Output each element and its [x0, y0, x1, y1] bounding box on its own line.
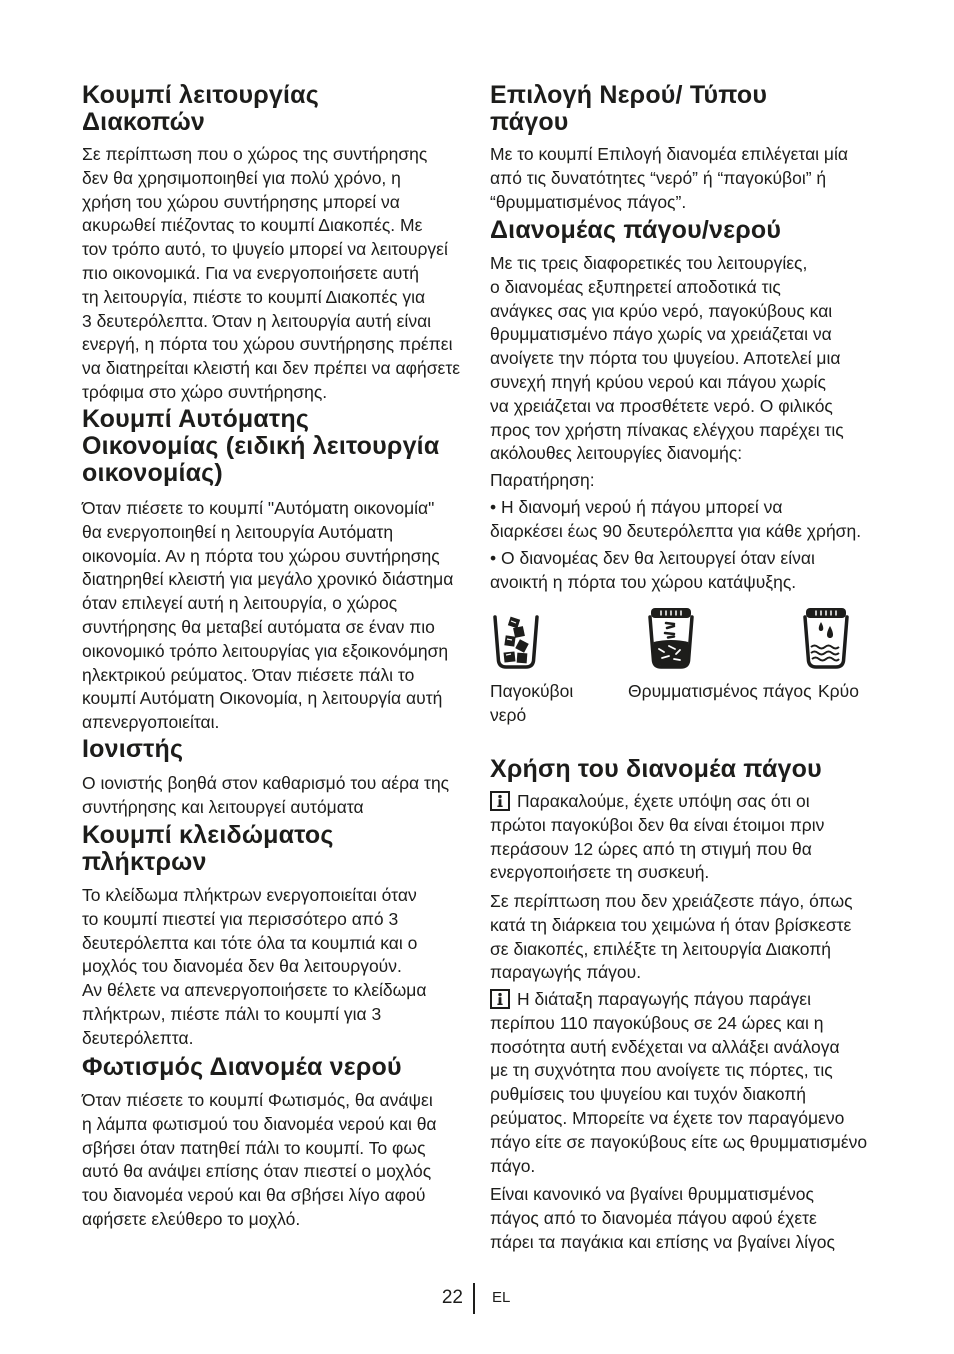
- text-line: δευτερόλεπτα και τότε όλα τα κουμπιά και ο: [82, 932, 418, 953]
- text-line: πρώτοι παγοκύβοι δεν θα είναι έτοιμοι πριν: [490, 814, 825, 835]
- info-icon: [490, 989, 510, 1009]
- heading-line: Οικονομίας (ειδική λειτουργία: [82, 432, 440, 460]
- text-line: Ο ιονιστής βοηθά στον καθαρισμό του αέρα της: [82, 773, 450, 793]
- text-line: ανοίγετε την πόρτα του ψυγείου. Αποτελεί μια: [490, 348, 841, 369]
- dispenser-heading: [490, 217, 781, 244]
- key-lock-heading: [82, 822, 334, 876]
- heading-line: Φωτισμός Διανομέα νερού: [82, 1053, 402, 1081]
- auto-economy-heading: [82, 406, 439, 487]
- note-label: Παρατήρηση:: [490, 470, 595, 490]
- text-line: δεν θα χρησιμοποιηθεί για πολύ χρόνο, η: [82, 167, 401, 188]
- heading-line: Κουμπί κλειδώματος: [82, 821, 334, 849]
- dispenser-text: [490, 252, 844, 466]
- text-line: Με το κουμπί Επιλογή διανομέα επιλέγεται μία: [490, 144, 849, 164]
- text-line: κατά τη διάρκεια του χειμώνα ή όταν βρίσκεστε: [490, 914, 852, 935]
- text-line: συνεχή πηγή κρύου νερού και πάγου χωρίς: [490, 371, 826, 392]
- vacation-button-text: [82, 143, 460, 405]
- text-line: Όταν πιέσετε το κουμπί Φωτισμός, θα ανάψει: [82, 1090, 433, 1110]
- text-line: σβήσει όταν πατηθεί πάλι το κουμπί. Το φως: [82, 1137, 426, 1158]
- heading-line: Επιλογή Νερού/ Τύπου: [490, 81, 768, 109]
- text-line: πάγος από το διανομέα πάγου αφού έχετε: [490, 1207, 817, 1228]
- text-line: δευτερόλεπτα.: [82, 1027, 194, 1048]
- text-line: οικονομικό τρόπο λειτουργίας για εξοικονόμηση: [82, 640, 449, 661]
- text-line: • Η διανομή νερού ή πάγου μπορεί να: [490, 497, 783, 517]
- crushed-ice-note-text: [490, 1183, 835, 1254]
- text-line: ανοικτή η πόρτα του χώρου κατάψυξης.: [490, 571, 797, 592]
- text-line: θα ενεργοποιηθεί η λειτουργία Αυτόματη: [82, 521, 394, 542]
- text-line: πιο οικονομικά. Για να ενεργοποιήσετε αυτή: [82, 262, 419, 283]
- cold-water-icon: [800, 606, 852, 670]
- text-line: Το κλείδωμα πλήκτρων ενεργοποιείται όταν: [82, 885, 417, 905]
- footer-divider: [473, 1283, 475, 1314]
- no-ice-needed-text: [490, 890, 853, 985]
- text-line: περίπου 110 παγοκύβους σε 24 ώρες και η: [490, 1012, 824, 1033]
- cold-water-label: Κρύο: [818, 681, 859, 701]
- text-line: ακόλουθες λειτουργίες διανομής:: [490, 443, 743, 464]
- text-line: να χρειάζεται να προσθέτετε νερό. Ο φιλικός: [490, 395, 833, 416]
- heading-line: Ιονιστής: [82, 735, 184, 763]
- text-line: ποσότητα αυτή ενδέχεται να αλλάξει ανάλογα: [490, 1036, 840, 1057]
- text-line: απενεργοποιείται.: [82, 712, 220, 733]
- text-line: τον τρόπο αυτό, το ψυγείο μπορεί να λειτουργεί: [82, 239, 448, 260]
- heading-line: Κουμπί Αυτόματης: [82, 405, 310, 433]
- water-ice-selection-heading: [490, 82, 767, 136]
- text-line: σε διακοπές, επιλέξτε τη λειτουργία Διακοπή: [490, 938, 832, 959]
- ice-dispenser-use-heading: [490, 756, 822, 783]
- text-line: πάρει τα παγάκια και επίσης να βγαίνει λίγος: [490, 1231, 835, 1252]
- heading-line: Κουμπί λειτουργίας: [82, 81, 319, 109]
- text-line: παραγωγής πάγου.: [490, 962, 642, 983]
- text-line: χρήση του χώρου συντήρησης μπορεί να: [82, 191, 400, 212]
- dispenser-light-heading: [82, 1054, 402, 1081]
- text-line: ρεύματος. Μπορείτε να έχετε τον παραγόμενο: [490, 1107, 845, 1128]
- dispenser-light-text: [82, 1089, 437, 1232]
- text-line: πλήκτρων, πιέστε πάλι το κουμπί για 3: [82, 1003, 382, 1024]
- text-line: “θρυμματισμένος πάγος”.: [490, 191, 687, 212]
- text-line: κουμπί Αυτόματη Οικονομία, η λειτουργία αυτή: [82, 688, 443, 709]
- text-line: περάσουν 12 ώρες από τη στιγμή που θα: [490, 838, 812, 859]
- bullet-item: [490, 496, 861, 544]
- text-line: ενεργή, η πόρτα του χώρου συντήρησης πρέπει: [82, 334, 453, 355]
- text-line: όταν επιλεγεί αυτή η λειτουργία, ο χώρος: [82, 593, 398, 614]
- water-ice-selection-text: [490, 143, 848, 214]
- info-first-ice: [490, 790, 824, 885]
- text-line: ενεργοποιήσετε τη συσκευή.: [490, 862, 710, 883]
- text-line: συντήρησης θα μεταβεί αυτόματα σε έναν πιο: [82, 616, 435, 637]
- text-line: τη λειτουργία, πιέστε το κουμπί Διακοπές για: [82, 286, 426, 307]
- cold-water-label-continued: νερό: [490, 705, 527, 725]
- text-line: του διανομέα νερού και θα σβήσει λίγο αφού: [82, 1185, 426, 1206]
- auto-economy-text: [82, 497, 453, 735]
- text-line: Σε περίπτωση που δεν χρειάζεστε πάγο, όπως: [490, 891, 853, 911]
- text-line: συντήρησης και λειτουργεί αυτόματα: [82, 796, 364, 817]
- text-line: μοχλός του διανομέα δεν θα λειτουργούν.: [82, 956, 402, 977]
- heading-line: πλήκτρων: [82, 848, 207, 876]
- key-lock-text: [82, 884, 427, 1051]
- info-production: [490, 988, 867, 1178]
- text-line: προς τον χρήστη πίνακας ελέγχου παρέχει τις: [490, 419, 844, 440]
- text-line-content: Παρακαλούμε, έχετε υπόψη σας ότι οι: [517, 791, 810, 811]
- text-line: αυτό θα ανάψει επίσης όταν πιεστεί ο μοχλός: [82, 1161, 432, 1182]
- text-line: πάγο είτε σε παγοκύβους είτε ως θρυμματισμένο: [490, 1131, 868, 1152]
- text-line: το κουμπί πιεστεί για περισσότερο από 3: [82, 908, 399, 929]
- text-line: θρυμματισμένο πάγο χωρίς να χρειάζεται να: [490, 324, 832, 345]
- ice-cubes-icon: [490, 606, 542, 670]
- vacation-button-heading: [82, 82, 319, 136]
- page-number: 22: [441, 1287, 463, 1308]
- text-line: η λάμπα φωτισμού του διανομέα νερού και θα: [82, 1113, 437, 1134]
- crushed-ice-icon: [645, 606, 697, 670]
- text-line: 3 δευτερόλεπτα. Όταν η λειτουργία αυτή είναι: [82, 310, 432, 331]
- text-line: ο διανομέας εξυπηρετεί αποδοτικά τις: [490, 276, 781, 297]
- heading-line: Διανομέας πάγου/νερού: [490, 216, 782, 244]
- text-line: [490, 988, 867, 1012]
- text-line: οικονομία. Αν η πόρτα του χώρου συντήρησης: [82, 545, 440, 566]
- text-line: από τις δυνατότητες “νερό” ή “παγοκύβοι” ή: [490, 167, 827, 188]
- ice-cubes-label: Παγοκύβοι: [490, 681, 574, 701]
- text-line: Αν θέλετε να απενεργοποιήσετε το κλείδωμα: [82, 980, 427, 1001]
- heading-line: οικονομίας): [82, 459, 223, 487]
- text-line: Σε περίπτωση που ο χώρος της συντήρησης: [82, 144, 428, 164]
- text-line: Είναι κανονικό να βγαίνει θρυμματισμένος: [490, 1184, 814, 1204]
- crushed-ice-label: Θρυμματισμένος πάγος: [628, 681, 812, 701]
- text-line: πάγο.: [490, 1155, 536, 1176]
- text-line: ακυρωθεί πιέζοντας το κουμπί Διακοπές. Με: [82, 215, 423, 236]
- text-line: [490, 790, 824, 814]
- text-line: διατηρηθεί κλειστή για μεγάλο χρονικό διάστημα: [82, 569, 454, 590]
- text-line: διαρκέσει έως 90 δευτερόλεπτα για κάθε χρήση.: [490, 520, 862, 541]
- info-icon: [490, 791, 510, 811]
- text-line: Όταν πιέσετε το κουμπί "Αυτόματη οικονομία": [82, 498, 435, 518]
- bullet-item: [490, 547, 815, 595]
- text-line: • Ο διανομέας δεν θα λειτουργεί όταν είναι: [490, 548, 815, 568]
- heading-line: πάγου: [490, 108, 569, 136]
- heading-line: Χρήση του διανομέα πάγου: [490, 755, 822, 783]
- language-code: EL: [492, 1289, 511, 1306]
- ioniser-text: [82, 772, 449, 820]
- text-line: με τη συχνότητα που ανοίγετε τις πόρτες, τις: [490, 1060, 833, 1081]
- heading-line: Διακοπών: [82, 108, 206, 136]
- text-line-content: Η διάταξη παραγωγής πάγου παράγει: [517, 989, 811, 1009]
- text-line: τρόφιμα στο χώρο συντήρησης.: [82, 381, 328, 402]
- text-line: Με τις τρεις διαφορετικές του λειτουργίες,: [490, 253, 808, 273]
- text-line: αφήσετε ελεύθερο το μοχλό.: [82, 1208, 301, 1229]
- ioniser-heading: [82, 736, 183, 763]
- text-line: να διατηρείται κλειστή και δεν πρέπει να αφήσετε: [82, 358, 461, 379]
- text-line: ηλεκτρικού ρεύματος. Όταν πιέσετε πάλι το: [82, 664, 415, 685]
- text-line: ανάγκες σας για κρύο νερό, παγοκύβους και: [490, 300, 833, 321]
- text-line: ρυθμίσεις του ψυγείου και τυχόν διακοπή: [490, 1084, 807, 1105]
